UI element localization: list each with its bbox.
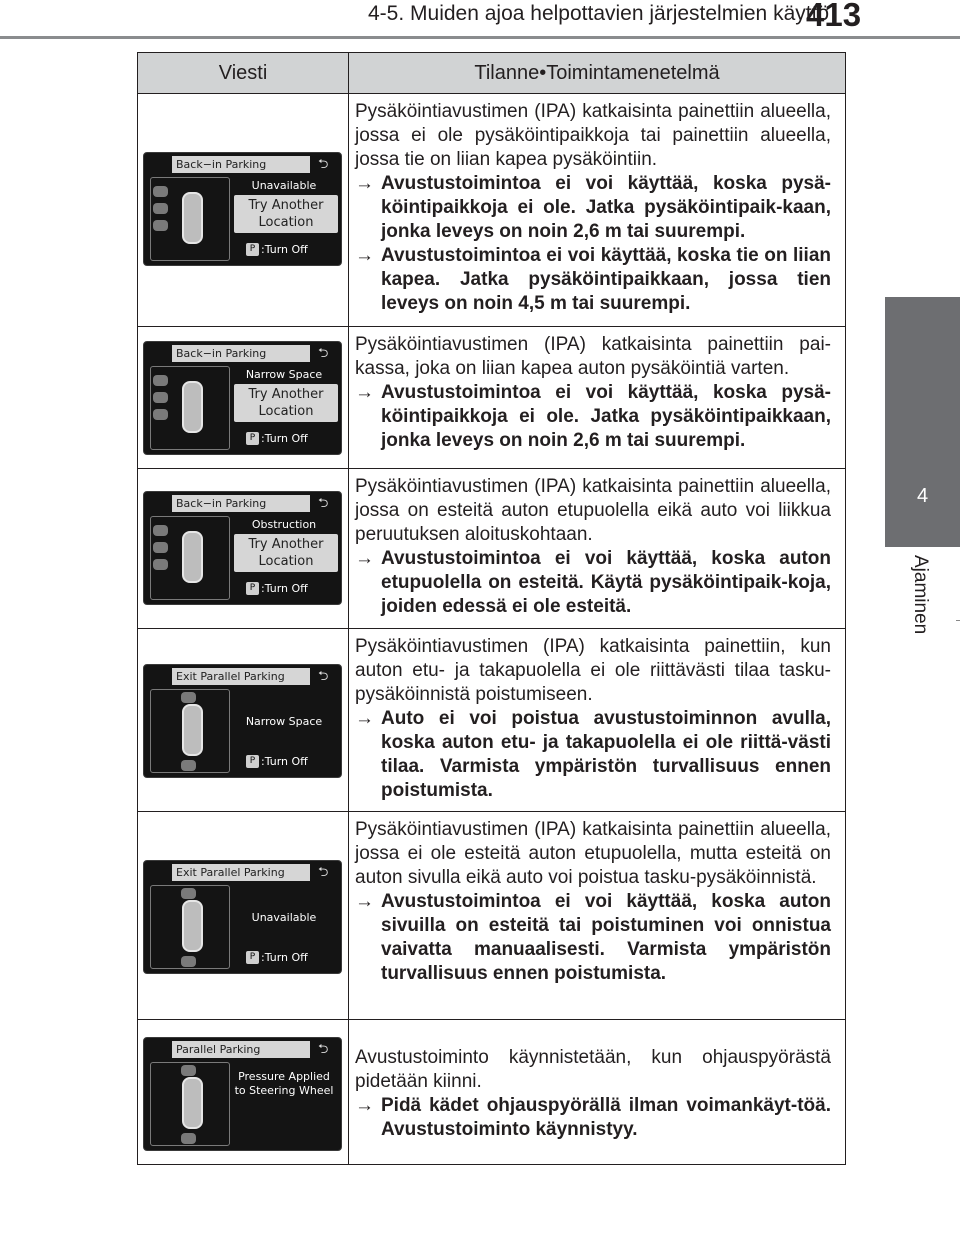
parking-switch-icon: P: [246, 243, 259, 256]
column-header-message: Viesti: [138, 53, 349, 94]
action-item: [355, 890, 831, 986]
car-icon: [182, 1077, 203, 1129]
car-icon: [182, 381, 203, 433]
display-screen: [143, 664, 342, 778]
parking-slot-icon: [153, 203, 168, 214]
arrow-icon: →: [355, 382, 374, 403]
situation-cell: [349, 629, 846, 812]
arrow-icon: →: [355, 891, 374, 912]
screen-title: Back−in Parking: [172, 495, 310, 512]
action-text: Avustustoimintoa ei voi käyttää, koska auton sivuilla on esteitä tai poistuminen voi onnistua vaivatta manuaalisesti. Varmista ympäristön turvallisuus ennen poistumista.: [381, 891, 831, 984]
parking-view: [150, 885, 230, 969]
display-screen: [143, 341, 342, 455]
message-table: [137, 52, 846, 1165]
parking-slot-icon: [153, 559, 168, 570]
turn-off-hint: [246, 951, 308, 964]
parking-slot-icon: [153, 542, 168, 553]
message-cell: [138, 469, 349, 629]
action-item: [355, 707, 831, 803]
parking-switch-icon: P: [246, 432, 259, 445]
car-icon: [182, 704, 203, 756]
parking-slot-icon: [181, 1133, 196, 1144]
action-item: [355, 547, 831, 619]
situation-cell: [349, 327, 846, 469]
back-icon: ⮌: [318, 346, 329, 361]
try-another-location-button: Try Another Location: [234, 534, 338, 572]
side-tick: [956, 620, 960, 621]
parking-slot-icon: [153, 220, 168, 231]
parking-switch-icon: P: [246, 951, 259, 964]
action-text: Avustustoimintoa ei voi käyttää, koska auton etupuolella on esteitä. Käytä pysäköintipaik-koja, joiden edessä ei ole esteitä.: [381, 548, 831, 617]
chapter-number: 4: [916, 485, 929, 507]
chapter-label-text: Ajaminen: [910, 555, 931, 635]
back-icon: ⮌: [318, 1042, 329, 1057]
action-text: Pidä kädet ohjauspyörällä ilman voimankäyt-töä. Avustustoiminto käynnistyy.: [381, 1095, 831, 1140]
action-item: [355, 244, 831, 316]
turn-off-label: :Turn Off: [261, 755, 308, 768]
screen-message: Unavailable: [251, 179, 317, 192]
turn-off-label: :Turn Off: [261, 582, 308, 595]
parking-switch-icon: P: [246, 582, 259, 595]
turn-off-label: :Turn Off: [261, 432, 308, 445]
display-screen: [143, 1037, 342, 1151]
back-icon: ⮌: [318, 669, 329, 684]
screen-message: Unavailable: [251, 911, 317, 924]
chapter-tab: [885, 297, 960, 547]
parking-view: [150, 1062, 230, 1146]
table-row: [138, 629, 846, 812]
arrow-icon: →: [355, 1095, 374, 1116]
page-number: 413: [806, 0, 862, 33]
screen-title: Parallel Parking: [172, 1041, 310, 1058]
parking-slot-icon: [153, 392, 168, 403]
screen-title: Exit Parallel Parking: [172, 864, 310, 881]
back-icon: ⮌: [318, 496, 329, 511]
arrow-icon: →: [355, 173, 374, 194]
parking-slot-icon: [153, 409, 168, 420]
table-row: [138, 94, 846, 327]
situation-text: Pysäköintiavustimen (IPA) katkaisinta painettiin alueella, jossa ei ole esteitä auton etupuolella, mutta esteitä on auton sivulla eikä auto voi poistua tasku-pysäköinnistä.: [355, 819, 831, 888]
screen-message: Narrow Space: [245, 715, 323, 728]
parking-view: [150, 516, 230, 600]
header-title: 4-5. Muiden ajoa helpottavien järjestelmien käyttö: [368, 2, 830, 25]
screen-message: Narrow Space: [245, 368, 323, 381]
display-screen: [143, 152, 342, 266]
try-another-location-button: Try Another Location: [234, 384, 338, 422]
parking-switch-icon: P: [246, 755, 259, 768]
screen-title: Back−in Parking: [172, 156, 310, 173]
situation-cell: [349, 94, 846, 327]
turn-off-hint: [246, 432, 308, 445]
display-screen: [143, 491, 342, 605]
column-header-situation: Tilanne•Toimintamenetelmä: [349, 53, 846, 94]
situation-cell: [349, 1020, 846, 1165]
back-icon: ⮌: [318, 157, 329, 172]
chapter-label: [887, 555, 960, 655]
parking-slot-icon: [181, 1065, 196, 1076]
situation-cell: [349, 812, 846, 1020]
arrow-icon: →: [355, 245, 374, 266]
back-icon: ⮌: [318, 865, 329, 880]
turn-off-label: :Turn Off: [261, 243, 308, 256]
message-cell: [138, 1020, 349, 1165]
parking-slot-icon: [181, 888, 196, 899]
turn-off-label: :Turn Off: [261, 951, 308, 964]
parking-slot-icon: [153, 525, 168, 536]
parking-slot-icon: [181, 956, 196, 967]
parking-slot-icon: [181, 760, 196, 771]
action-item: [355, 1094, 831, 1142]
action-text: Avustustoimintoa ei voi käyttää, koska tie on liian kapea. Jatka pysäköintipaikkaan, jossa tien leveys on noin 4,5 m tai suurempi.: [381, 245, 831, 314]
display-screen: [143, 860, 342, 974]
action-item: [355, 172, 831, 244]
table-row: [138, 327, 846, 469]
parking-slot-icon: [181, 692, 196, 703]
parking-view: [150, 689, 230, 773]
message-cell: [138, 629, 349, 812]
situation-text: Pysäköintiavustimen (IPA) katkaisinta painettiin alueella, jossa ei ole pysäköintipaikkoja tai painettiin alueella, jossa tie on liian kapea pysäköintiin.: [355, 101, 831, 170]
situation-text: Pysäköintiavustimen (IPA) katkaisinta painettiin alueella, jossa on esteitä auton etupuolella eikä auto voi liikkua peruutuksen aloituskohtaan.: [355, 476, 831, 545]
arrow-icon: →: [355, 548, 374, 569]
parking-view: [150, 177, 230, 261]
situation-text: Avustustoiminto käynnistetään, kun ohjauspyörästä pidetään kiinni.: [355, 1047, 831, 1092]
turn-off-hint: [246, 755, 308, 768]
situation-text: Pysäköintiavustimen (IPA) katkaisinta painettiin, kun auton etu- ja takapuolella ei ole riittävästi tilaa tasku-pysäköinnistä poistumiseen.: [355, 636, 831, 705]
car-icon: [182, 192, 203, 244]
header-rule: [0, 36, 960, 39]
message-cell: [138, 94, 349, 327]
try-another-location-button: Try Another Location: [234, 195, 338, 233]
turn-off-hint: [246, 582, 308, 595]
car-icon: [182, 531, 203, 583]
situation-cell: [349, 469, 846, 629]
screen-message: Pressure Applied to Steering Wheel: [234, 1070, 334, 1097]
action-item: [355, 381, 831, 453]
action-text: Avustustoimintoa ei voi käyttää, koska pysä-köintipaikkoja ei ole. Jatka pysäköintipaikkaan, jonka leveys on noin 2,6 m tai suurempi.: [381, 382, 831, 451]
situation-text: Pysäköintiavustimen (IPA) katkaisinta painettiin pai-kassa, joka on liian kapea auton pysäköintiä varten.: [355, 334, 831, 379]
screen-title: Exit Parallel Parking: [172, 668, 310, 685]
message-cell: [138, 812, 349, 1020]
car-icon: [182, 900, 203, 952]
screen-message: Obstruction: [251, 518, 317, 531]
table-row: [138, 812, 846, 1020]
parking-view: [150, 366, 230, 450]
table-row: [138, 469, 846, 629]
table-row: [138, 1020, 846, 1165]
action-text: Avustustoimintoa ei voi käyttää, koska pysä-köintipaikkoja ei ole. Jatka pysäköintipaik-kaan, jonka leveys on noin 2,6 m tai suurempi.: [381, 173, 831, 242]
parking-slot-icon: [153, 375, 168, 386]
parking-slot-icon: [153, 186, 168, 197]
action-text: Auto ei voi poistua avustustoiminnon avulla, koska auton etu- ja takapuolella ei ole riittä-västi tilaa. Varmista ympäristön turvallisuus ennen poistumista.: [381, 708, 831, 801]
message-cell: [138, 327, 349, 469]
arrow-icon: →: [355, 708, 374, 729]
turn-off-hint: [246, 243, 308, 256]
screen-title: Back−in Parking: [172, 345, 310, 362]
